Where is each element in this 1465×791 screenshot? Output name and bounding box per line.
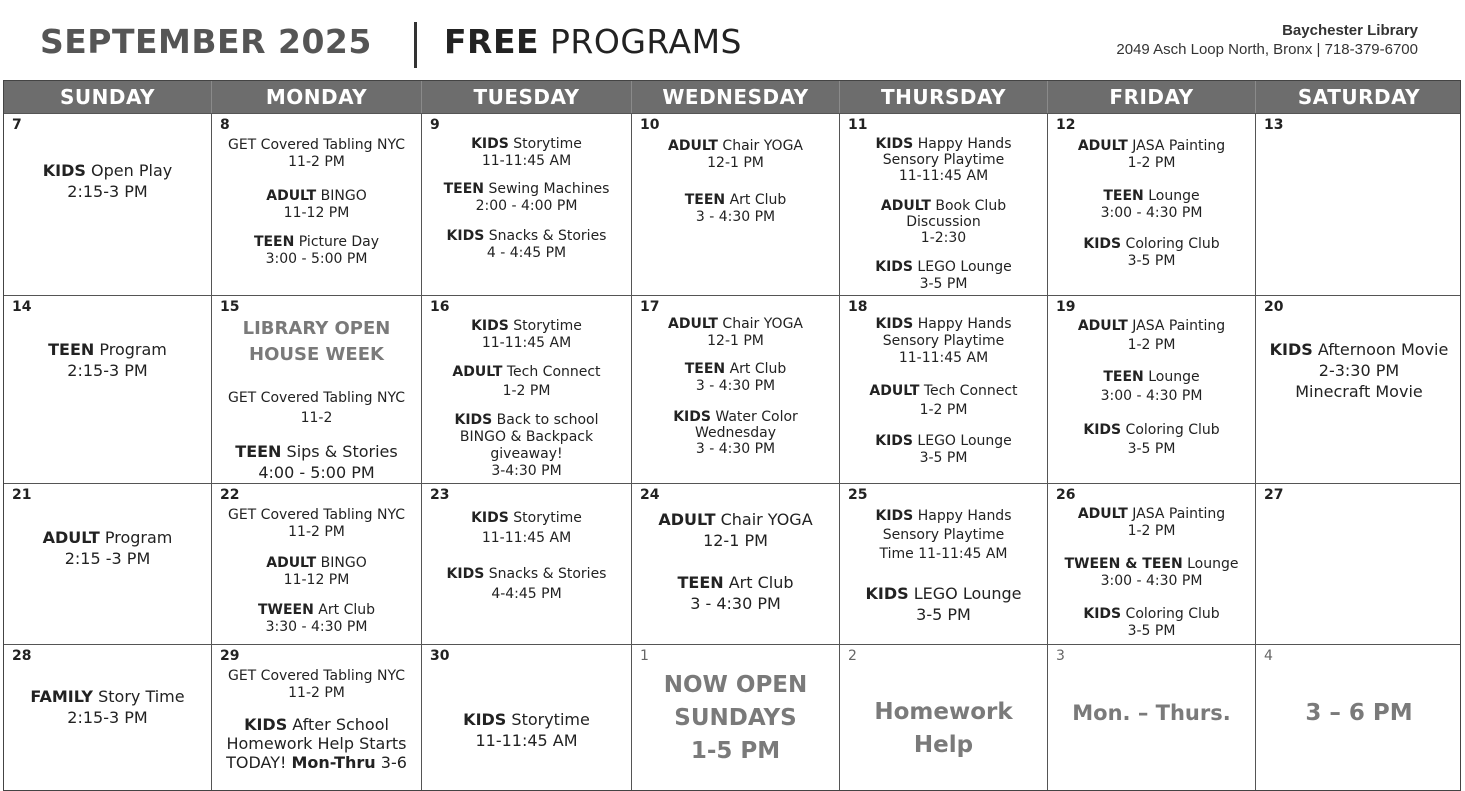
event-time: 3 - 4:30 PM <box>690 594 781 613</box>
event-tag: TEEN <box>1103 369 1144 385</box>
day-number: 7 <box>12 117 22 133</box>
day-number: 4 <box>1264 648 1273 664</box>
event <box>840 583 1047 625</box>
event <box>1048 138 1255 172</box>
event-name: Coloring Club <box>1121 422 1220 438</box>
event-name: Storytime <box>508 510 582 526</box>
event <box>840 433 1047 467</box>
event-time: 1-2 PM <box>1127 337 1176 353</box>
event-name: GET Covered Tabling NYC <box>227 668 406 684</box>
event-time: 11-2 <box>300 410 333 426</box>
homework-days-banner <box>1048 697 1255 730</box>
day-number: 11 <box>848 117 868 133</box>
event-time: 11-12 PM <box>283 572 350 588</box>
event <box>632 316 839 350</box>
event-tag: TEEN <box>253 234 295 250</box>
day-number: 14 <box>12 299 32 315</box>
event <box>212 602 421 636</box>
day-number: 26 <box>1056 487 1076 503</box>
event-tag: KIDS <box>1083 606 1122 622</box>
event-time: 4:00 - 5:00 PM <box>258 463 375 482</box>
day-cell <box>1048 296 1256 483</box>
day-cell <box>1048 114 1256 295</box>
banner-line: Help <box>913 732 974 758</box>
event <box>632 138 839 172</box>
day-number: 30 <box>430 648 450 664</box>
event-tag: KIDS <box>454 412 493 428</box>
event <box>1048 606 1255 640</box>
event <box>422 564 631 604</box>
event-time: 3:00 - 4:30 PM <box>1100 388 1203 404</box>
event-name: Snacks & Stories <box>484 566 607 582</box>
event <box>4 686 211 728</box>
day-number: 29 <box>220 648 240 664</box>
event <box>4 339 211 381</box>
open-house-banner <box>212 316 421 368</box>
event-tag: KIDS <box>471 136 509 152</box>
event-name: After School <box>287 715 389 734</box>
dow-thursday: THURSDAY <box>840 81 1048 113</box>
event <box>840 136 1047 184</box>
event-name-line2: BINGO & Backpack <box>459 429 594 445</box>
event-time: 11-11:45 AM <box>481 530 572 546</box>
event <box>632 409 839 457</box>
event-line3-c: 3-6 <box>375 753 407 772</box>
event-line3-b: Mon-Thru <box>291 753 376 772</box>
event-time: Time 11-11:45 AM <box>879 546 1008 562</box>
day-number: 12 <box>1056 117 1076 133</box>
event-time: 3-5 PM <box>1127 253 1176 269</box>
event-tag: TEEN <box>1103 188 1144 204</box>
event-name-line2: Sensory Playtime <box>882 152 1005 168</box>
event-name: Sewing Machines <box>484 181 610 197</box>
event <box>632 361 839 395</box>
dow-sunday: SUNDAY <box>4 81 212 113</box>
event <box>212 441 421 483</box>
day-cell <box>1256 484 1462 644</box>
event-time: 12-1 PM <box>707 333 764 349</box>
banner-line: Mon. – Thurs. <box>1072 701 1231 725</box>
event-name: Storytime <box>508 318 582 334</box>
event-name: JASA Painting <box>1127 318 1226 334</box>
event <box>4 160 211 202</box>
event-name: Tech Connect <box>919 383 1018 399</box>
event <box>422 181 631 215</box>
programs-title-rest: PROGRAMS <box>539 22 742 61</box>
event-tag: KIDS <box>42 161 86 180</box>
event <box>632 192 839 226</box>
event-tag: KIDS <box>1269 340 1313 359</box>
event <box>422 508 631 548</box>
event-tag: TEEN <box>235 442 282 461</box>
event <box>1048 236 1255 270</box>
event <box>212 555 421 589</box>
day-cell <box>212 484 422 644</box>
banner-line: 1-5 PM <box>690 738 781 764</box>
event-name-line2: Wednesday <box>694 425 777 441</box>
day-number: 27 <box>1264 487 1284 503</box>
event-time: 1-2 PM <box>502 383 551 399</box>
event <box>1256 339 1462 402</box>
event-time: 3:00 - 4:30 PM <box>1100 573 1203 589</box>
event-name: Sips & Stories <box>281 442 398 461</box>
event-name: Coloring Club <box>1121 236 1220 252</box>
event-time: 11-11:45 AM <box>898 350 989 366</box>
event-name: JASA Painting <box>1127 506 1226 522</box>
event-time: 3 - 4:30 PM <box>695 209 776 225</box>
event-name: Art Club <box>313 602 375 618</box>
day-number: 3 <box>1056 648 1065 664</box>
event-name: BINGO <box>316 188 367 204</box>
event-time: 3-4:30 PM <box>491 463 562 479</box>
event <box>632 572 839 614</box>
day-number: 18 <box>848 299 868 315</box>
day-cell <box>840 645 1048 790</box>
event-name: Lounge <box>1143 188 1200 204</box>
day-cell <box>632 484 840 644</box>
event-name: Water Color <box>710 409 798 425</box>
event-tag: KIDS <box>471 510 509 526</box>
header-divider <box>414 22 417 68</box>
day-number: 19 <box>1056 299 1076 315</box>
event-time: 3-5 PM <box>1127 623 1176 639</box>
event-time: 11-12 PM <box>283 205 350 221</box>
event-time: 3-5 PM <box>919 450 968 466</box>
event <box>212 137 421 171</box>
event-tag: ADULT <box>869 383 920 399</box>
event-tag: ADULT <box>1077 318 1128 334</box>
day-cell <box>4 484 212 644</box>
event-name-line2: Sensory Playtime <box>882 333 1005 349</box>
calendar-grid <box>3 80 1461 791</box>
event <box>1048 421 1255 459</box>
calendar-week <box>4 113 1460 295</box>
month-title: SEPTEMBER 2025 <box>40 22 372 61</box>
event-time: 2:15 -3 PM <box>64 549 151 568</box>
event <box>840 507 1047 564</box>
event-name-line2: Homework Help Starts <box>226 734 407 753</box>
event-tag: ADULT <box>668 138 718 154</box>
day-cell <box>422 114 632 295</box>
event-name: Picture Day <box>294 234 380 250</box>
event-time: 3 - 4:30 PM <box>695 378 776 394</box>
event-time: 4 - 4:45 PM <box>486 245 567 261</box>
event-tag: KIDS <box>673 409 711 425</box>
event-tag: KIDS <box>875 259 913 275</box>
calendar-week <box>4 295 1460 483</box>
event-tag: TEEN <box>48 340 95 359</box>
day-cell <box>632 645 840 790</box>
day-cell <box>840 296 1048 483</box>
dow-saturday: SATURDAY <box>1297 85 1421 109</box>
event-tag: KIDS <box>865 584 909 603</box>
day-cell <box>212 645 422 790</box>
event-name: Art Club <box>725 192 787 208</box>
programs-title-bold: FREE <box>444 22 540 61</box>
day-cell <box>4 296 212 483</box>
event-time: 1-2 PM <box>1127 155 1176 171</box>
event-time: 11-2 PM <box>288 685 345 701</box>
event <box>1048 556 1255 590</box>
event-name: BINGO <box>316 555 367 571</box>
library-name: Baychester Library <box>1282 22 1418 39</box>
event-time: 12-1 PM <box>703 531 768 550</box>
event-time: 3:00 - 4:30 PM <box>1100 205 1203 221</box>
day-cell <box>422 296 632 483</box>
day-number: 2 <box>848 648 857 664</box>
event-name: Back to school <box>492 412 599 428</box>
banner-line: NOW OPEN <box>663 672 808 698</box>
event-name: Program <box>94 340 167 359</box>
event-name: Happy Hands <box>913 136 1012 152</box>
event-tag: TWEEN & TEEN <box>1064 556 1183 572</box>
day-cell <box>1256 114 1462 295</box>
event-time: 3 - 4:30 PM <box>695 441 776 457</box>
event-tag: ADULT <box>266 188 317 204</box>
day-number: 1 <box>640 648 649 664</box>
event-time: 3-5 PM <box>916 605 971 624</box>
banner-line: LIBRARY OPEN <box>242 318 391 339</box>
event-tag: TEEN <box>684 192 726 208</box>
event-tag: KIDS <box>463 710 507 729</box>
event-tag: ADULT <box>880 198 931 214</box>
event-tag: TEEN <box>443 181 484 197</box>
event-time: 11-11:45 AM <box>481 153 572 169</box>
event-name-line3: giveaway! <box>490 446 563 462</box>
event-tag: TEEN <box>677 573 724 592</box>
calendar-week <box>4 483 1460 644</box>
day-number: 17 <box>640 299 660 315</box>
now-open-sundays-banner <box>632 669 839 768</box>
event-time: 11-11:45 AM <box>481 335 572 351</box>
event-tag: ADULT <box>1077 506 1128 522</box>
event <box>212 668 421 702</box>
event-time: 1-2 PM <box>1127 523 1176 539</box>
event-tag: KIDS <box>875 136 914 152</box>
event-name: Storytime <box>508 136 582 152</box>
day-cell <box>4 645 212 790</box>
event-tag: KIDS <box>471 318 509 334</box>
day-cell <box>4 114 212 295</box>
event-tag: KIDS <box>446 228 485 244</box>
event-name: Happy Hands <box>913 316 1012 332</box>
day-cell <box>212 114 422 295</box>
event-tag: ADULT <box>42 528 100 547</box>
page-header <box>0 0 1465 80</box>
event-name: Lounge <box>1182 556 1239 572</box>
event-tag: TWEEN <box>258 602 314 618</box>
event-tag: TEEN <box>684 361 726 377</box>
day-number: 21 <box>12 487 32 503</box>
homework-hours-banner <box>1256 697 1462 730</box>
event-name: Storytime <box>506 710 590 729</box>
event-time: 1-2 PM <box>919 402 968 418</box>
event-name: LEGO Lounge <box>912 259 1012 275</box>
day-number: 10 <box>640 117 660 133</box>
day-cell <box>1256 645 1462 790</box>
event-time: 1-2:30 <box>920 230 967 246</box>
event-name: Story Time <box>93 687 185 706</box>
event <box>1048 188 1255 222</box>
event-name: Happy Hands <box>913 508 1012 524</box>
event <box>840 316 1047 367</box>
event-name: Book Club <box>930 198 1007 214</box>
event-name: Program <box>99 528 173 547</box>
banner-line: Homework <box>874 699 1013 725</box>
homework-help-banner <box>840 696 1047 762</box>
event <box>1048 317 1255 355</box>
day-number: 8 <box>220 117 230 133</box>
event <box>422 318 631 352</box>
day-cell <box>1048 645 1256 790</box>
event-time: 11-11:45 AM <box>898 168 989 184</box>
event-name: Coloring Club <box>1121 606 1220 622</box>
event-time: 2:15-3 PM <box>67 708 148 727</box>
event-time: 3:30 - 4:30 PM <box>265 619 368 635</box>
dow-wednesday: WEDNESDAY <box>632 81 840 113</box>
event-name: GET Covered Tabling NYC <box>227 137 406 153</box>
event-tag: KIDS <box>875 316 914 332</box>
event-tag: ADULT <box>1077 138 1128 154</box>
day-cell <box>1256 296 1462 483</box>
event <box>840 198 1047 246</box>
event-time: 2:15-3 PM <box>67 182 148 201</box>
event-time: 11-11:45 AM <box>475 731 578 750</box>
event-name: Chair YOGA <box>717 316 803 332</box>
library-address: 2049 Asch Loop North, Bronx | 718-379-6700 <box>1116 41 1418 58</box>
day-cell <box>840 484 1048 644</box>
day-number: 24 <box>640 487 660 503</box>
event-name-line2: Discussion <box>906 214 981 230</box>
event-tag: KIDS <box>1083 422 1122 438</box>
event <box>422 136 631 170</box>
event <box>840 382 1047 420</box>
banner-line: 3 – 6 PM <box>1305 700 1413 726</box>
event <box>422 363 631 401</box>
event-time: 4-4:45 PM <box>491 586 562 602</box>
event <box>212 715 421 772</box>
event-tag: KIDS <box>875 508 914 524</box>
event-time: 2:15-3 PM <box>67 361 148 380</box>
event-name: LEGO Lounge <box>912 433 1012 449</box>
event-name: Art Club <box>725 361 787 377</box>
event-name: Art Club <box>723 573 794 592</box>
event-time: 12-1 PM <box>707 155 764 171</box>
event <box>422 709 631 751</box>
event <box>840 259 1047 293</box>
day-cell <box>632 114 840 295</box>
event-tag: ADULT <box>452 364 503 380</box>
event-tag: ADULT <box>266 555 317 571</box>
programs-title <box>444 22 742 61</box>
day-cell <box>422 484 632 644</box>
event <box>422 412 631 480</box>
day-cell <box>632 296 840 483</box>
day-number: 22 <box>220 487 240 503</box>
event-time: 11-2 PM <box>288 154 345 170</box>
calendar-week <box>4 644 1460 790</box>
event-name: Chair YOGA <box>717 138 803 154</box>
event <box>212 507 421 541</box>
event-name: GET Covered Tabling NYC <box>227 507 406 523</box>
day-number: 9 <box>430 117 440 133</box>
event-name: JASA Painting <box>1127 138 1226 154</box>
dow-monday: MONDAY <box>212 81 422 113</box>
event-line3-a: TODAY! <box>226 753 292 772</box>
day-number: 13 <box>1264 117 1284 133</box>
event-name: Tech Connect <box>502 364 601 380</box>
event-name: GET Covered Tabling NYC <box>227 390 406 406</box>
day-cell <box>1048 484 1256 644</box>
event-note: Minecraft Movie <box>1295 382 1423 401</box>
event <box>4 527 211 569</box>
day-number: 15 <box>220 299 240 315</box>
event-time: 2-3:30 PM <box>1318 361 1400 380</box>
dow-tuesday: TUESDAY <box>422 81 632 113</box>
day-number: 16 <box>430 299 450 315</box>
event-time: 3-5 PM <box>1127 441 1176 457</box>
day-cell <box>840 114 1048 295</box>
event-time: 3-5 PM <box>919 276 968 292</box>
event-name: Lounge <box>1143 369 1200 385</box>
event-name: Chair YOGA <box>715 510 813 529</box>
day-number: 28 <box>12 648 32 664</box>
event-tag: KIDS <box>446 566 485 582</box>
event-name-line2: Sensory Playtime <box>882 527 1005 543</box>
event <box>1048 368 1255 406</box>
day-cell <box>212 296 422 483</box>
event-tag: KIDS <box>1083 236 1122 252</box>
event-tag: FAMILY <box>30 687 94 706</box>
days-of-week-header <box>4 81 1460 113</box>
day-number: 23 <box>430 487 450 503</box>
day-cell <box>422 645 632 790</box>
event <box>422 228 631 262</box>
event <box>212 234 421 268</box>
event-name: Snacks & Stories <box>484 228 607 244</box>
event-tag: KIDS <box>875 433 913 449</box>
event-tag: ADULT <box>658 510 716 529</box>
event-tag: ADULT <box>668 316 718 332</box>
event-tag: KIDS <box>244 715 288 734</box>
day-number: 20 <box>1264 299 1284 315</box>
banner-line: HOUSE WEEK <box>249 344 384 365</box>
event-time: 3:00 - 5:00 PM <box>265 251 368 267</box>
event <box>632 509 839 551</box>
event <box>212 388 421 428</box>
event-name: LEGO Lounge <box>908 584 1022 603</box>
event <box>212 188 421 222</box>
event-name: Afternoon Movie <box>1312 340 1449 359</box>
event-name: Open Play <box>85 161 173 180</box>
event <box>1048 506 1255 540</box>
day-number: 25 <box>848 487 868 503</box>
event-time: 2:00 - 4:00 PM <box>475 198 578 214</box>
event-time: 11-2 PM <box>288 524 345 540</box>
banner-line: SUNDAYS <box>674 705 797 731</box>
dow-friday: FRIDAY <box>1048 81 1256 113</box>
